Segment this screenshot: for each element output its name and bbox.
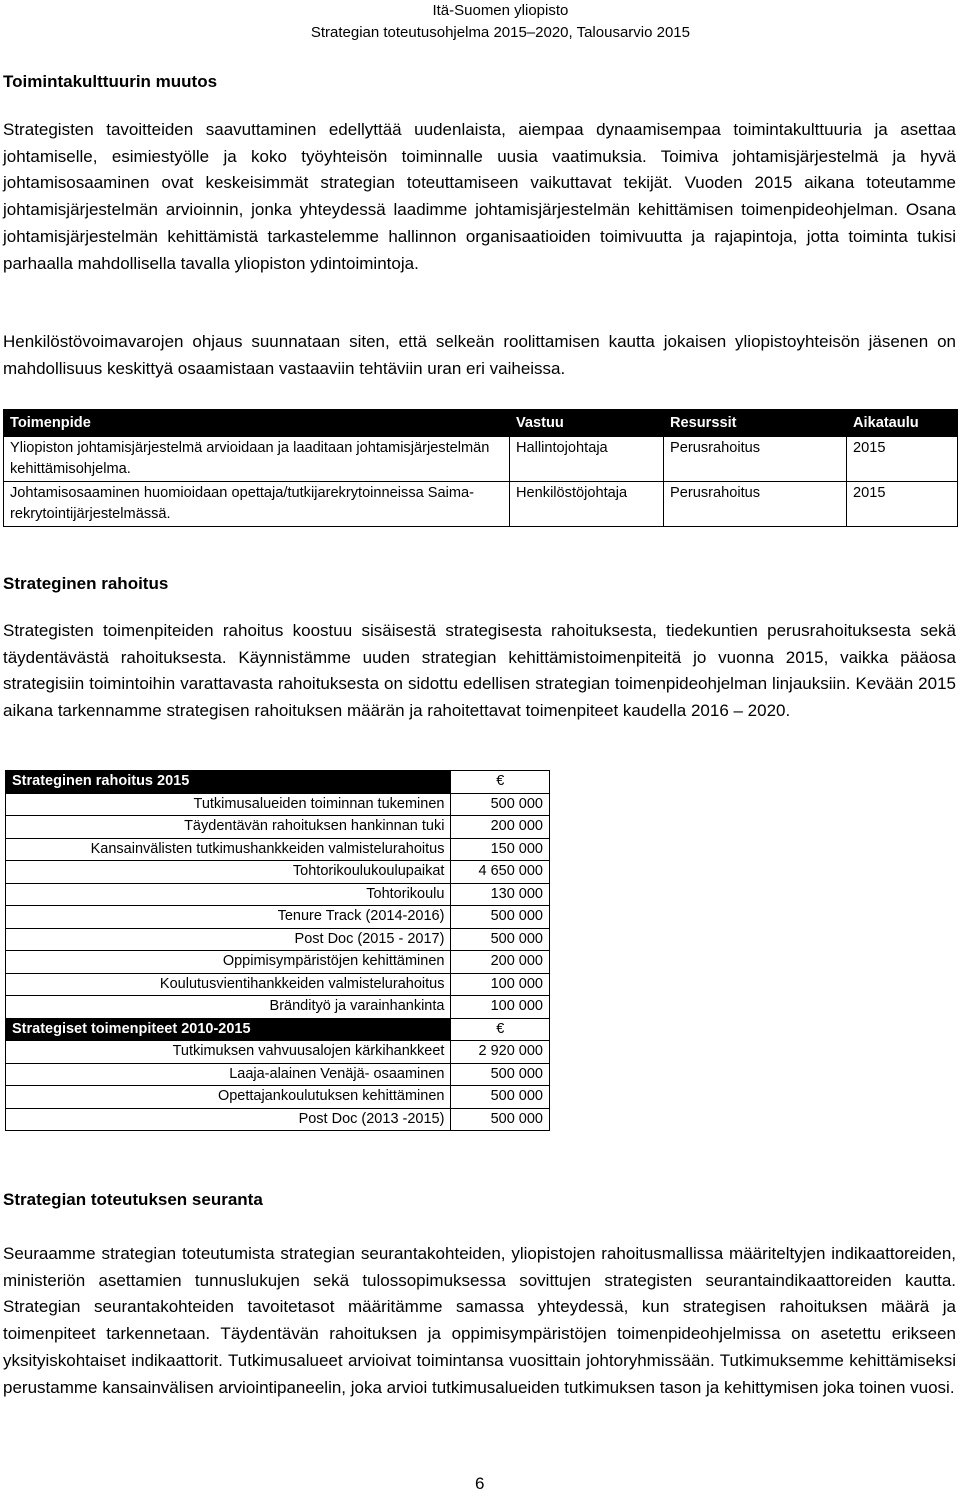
- cell-resources: Perusrahoitus: [664, 437, 847, 482]
- cell-resources: Perusrahoitus: [664, 482, 847, 527]
- table-row: [4, 482, 958, 527]
- funding-item-label: Laaja-alainen Venäjä- osaaminen: [6, 1063, 451, 1086]
- funding-item-label: Tohtorikoulukoulupaikat: [6, 861, 451, 884]
- funding-item-amount: 500 000: [451, 906, 550, 929]
- table-row: [6, 838, 550, 861]
- paragraph-text: Strategisten tavoitteiden saavuttaminen edellyttää uudenlaista, aiempaa dynaamisempaa toimintakulttuuria ja asettaa johtamiselle, esimiestyölle ja koko työyhteisön toiminnalle uusia vaatimuksia. Toimiva johtamisjärjestelmä ja hyvä johtamisosaaminen ovat keskeisimmät strategian toteuttamiseen vaikuttavat tekijät. Vuoden 2015 aikana toteutamme johtamisjärjestelmän arvioinnin, jonka yhteydessä laadimme johtamisjärjestelmän kehittämisen toimenpideohjelman. Osana johtamisjärjestelmän kehittämistä tarkastelemme hallinnon organisaatioiden toimivuutta ja rajapintoja, jotta toiminta tukisi parhaalla mahdollisella tavalla yliopiston ydintoimintoja.: [3, 120, 956, 273]
- funding-item-label: Tutkimuksen vahvuusalojen kärkihankkeet: [6, 1041, 451, 1064]
- funding-item-amount: 150 000: [451, 838, 550, 861]
- section-title-culture: Toimintakulttuurin muutos: [3, 72, 218, 91]
- funding-group-title: Strategiset toimenpiteet 2010-2015: [6, 1018, 451, 1041]
- table-row: [6, 1041, 550, 1064]
- funding-item-amount: 130 000: [451, 883, 550, 906]
- column-header-schedule: Aikataulu: [847, 410, 958, 437]
- paragraph-text: Seuraamme strategian toteutumista strategian seurantakohteiden, yliopistojen rahoitusmallissa määriteltyjen indikaattoreiden, ministeriön asettamien tunnuslukujen sekä tulossopimuksessa sovittujen strategisten seurantaindikaattoreiden kautta. Strategian seurantakohteiden tavoitetasot määritämme samassa yhteydessä, kun strategisen rahoituksen määrä ja toimenpiteet tarkennetaan. Täydentävän rahoituksen ja oppimisympäristöjen toimenpideohjelmissa on asetettu erikseen yksityiskohtaiset indikaattorit. Tutkimusalueet arvioivat toimintansa vuosittain johtoryhmissään. Tutkimuksemme kehittämiseksi perustamme kansainvälisen arviointipaneelin, joka arvioi tutkimusalueiden tutkimuksen tason ja kehittymisen joka toinen vuosi.: [3, 1244, 956, 1397]
- table-row: [4, 437, 958, 482]
- funding-item-label: Opettajankoulutuksen kehittäminen: [6, 1086, 451, 1109]
- funding-item-amount: 4 650 000: [451, 861, 550, 884]
- funding-item-label: Post Doc (2015 - 2017): [6, 928, 451, 951]
- table-row: [6, 1086, 550, 1109]
- funding-item-label: Post Doc (2013 -2015): [6, 1108, 451, 1131]
- table-row: [6, 951, 550, 974]
- table-row: [6, 816, 550, 839]
- funding-table: [5, 770, 550, 1131]
- cell-schedule: 2015: [847, 437, 958, 482]
- table-row: [6, 906, 550, 929]
- funding-group-header: [6, 771, 550, 794]
- table-row: [6, 996, 550, 1019]
- funding-group-title: Strateginen rahoitus 2015: [6, 771, 451, 794]
- cell-schedule: 2015: [847, 482, 958, 527]
- cell-action: Johtamisosaaminen huomioidaan opettaja/tutkijarekrytoinneissa Saima-rekrytointijärjestelmässä.: [4, 482, 510, 527]
- column-header-responsible: Vastuu: [510, 410, 664, 437]
- page-number: 6: [475, 1474, 485, 1493]
- cell-responsible: Henkilöstöjohtaja: [510, 482, 664, 527]
- funding-item-amount: 200 000: [451, 951, 550, 974]
- funding-item-amount: 500 000: [451, 1086, 550, 1109]
- funding-item-label: Tenure Track (2014-2016): [6, 906, 451, 929]
- table-row: [6, 861, 550, 884]
- action-table: [3, 409, 958, 527]
- funding-item-label: Tutkimusalueiden toiminnan tukeminen: [6, 793, 451, 816]
- funding-item-label: Kansainvälisten tutkimushankkeiden valmistelurahoitus: [6, 838, 451, 861]
- currency-symbol: €: [451, 1018, 550, 1041]
- table-row: [6, 928, 550, 951]
- funding-group-header: [6, 1018, 550, 1041]
- funding-item-amount: 500 000: [451, 1063, 550, 1086]
- funding-item-label: Brändityö ja varainhankinta: [6, 996, 451, 1019]
- paragraph-text: Strategisten toimenpiteiden rahoitus koostuu sisäisestä strategisesta rahoituksesta, tiedekuntien perusrahoituksesta sekä täydentävästä rahoituksesta. Käynnistämme uuden strategian kehittämistoimenpiteitä jo vuonna 2015, vaikka pääosa strategisiin toimintoihin varattavasta rahoituksesta on sidottu edellisen strategian toimenpideohjelman linjauksiin. Kevään 2015 aikana tarkennamme strategisen rahoituksen määrän ja rahoitettavat toimenpiteet kaudella 2016 – 2020.: [3, 621, 956, 721]
- funding-item-amount: 500 000: [451, 928, 550, 951]
- funding-item-amount: 100 000: [451, 973, 550, 996]
- table-row: [6, 883, 550, 906]
- currency-symbol: €: [451, 771, 550, 794]
- funding-item-label: Tohtorikoulu: [6, 883, 451, 906]
- section-title-funding: Strateginen rahoitus: [3, 574, 169, 593]
- column-header-action: Toimenpide: [4, 410, 510, 437]
- funding-item-amount: 100 000: [451, 996, 550, 1019]
- table-row: [6, 973, 550, 996]
- funding-item-amount: 500 000: [451, 1108, 550, 1131]
- column-header-resources: Resurssit: [664, 410, 847, 437]
- page-header: [311, 0, 690, 44]
- paragraph-text: Henkilöstövoimavarojen ohjaus suunnataan siten, että selkeän roolittamisen kautta jokaisen yliopistoyhteisön jäsenen on mahdollisuus keskittyä osaamistaan vastaaviin tehtäviin uran eri vaiheissa.: [3, 332, 956, 378]
- funding-item-amount: 200 000: [451, 816, 550, 839]
- table-row: [6, 793, 550, 816]
- paragraph-funding: [3, 618, 956, 725]
- header-university: Itä-Suomen yliopisto: [432, 2, 569, 19]
- funding-item-amount: 2 920 000: [451, 1041, 550, 1064]
- action-table-header-row: [4, 410, 958, 437]
- header-document-title: Strategian toteutusohjelma 2015–2020, Talousarvio 2015: [310, 24, 690, 41]
- paragraph-culture-2: [3, 329, 956, 382]
- funding-item-label: Koulutusvientihankkeiden valmistelurahoitus: [6, 973, 451, 996]
- cell-action: Yliopiston johtamisjärjestelmä arvioidaan ja laaditaan johtamisjärjestelmän kehittämisohjelma.: [4, 437, 510, 482]
- paragraph-culture-1: [3, 117, 956, 277]
- table-row: [6, 1108, 550, 1131]
- cell-responsible: Hallintojohtaja: [510, 437, 664, 482]
- funding-item-label: Täydentävän rahoituksen hankinnan tuki: [6, 816, 451, 839]
- section-title-monitoring: Strategian toteutuksen seuranta: [3, 1190, 263, 1209]
- funding-item-amount: 500 000: [451, 793, 550, 816]
- table-row: [6, 1063, 550, 1086]
- paragraph-monitoring: [3, 1241, 956, 1401]
- funding-item-label: Oppimisympäristöjen kehittäminen: [6, 951, 451, 974]
